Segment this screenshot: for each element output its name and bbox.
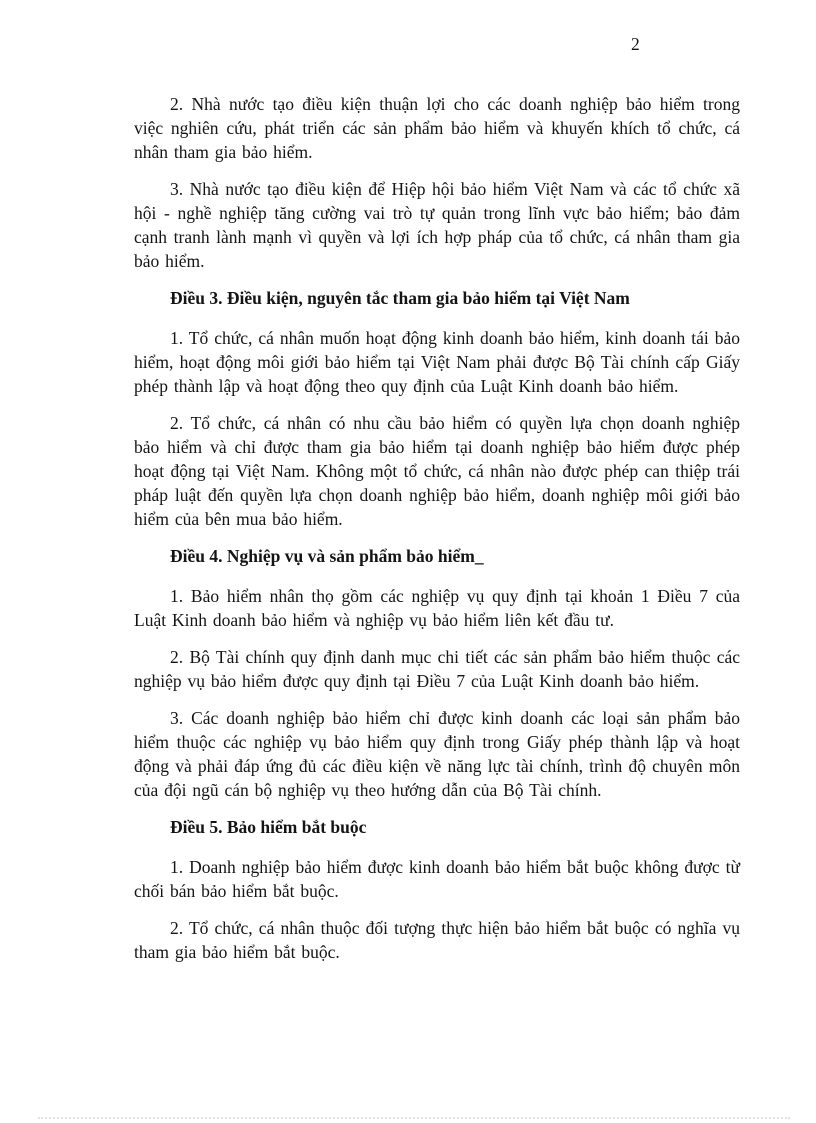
article-heading-dieu-4 xyxy=(134,544,740,568)
paragraph-dieu4-clause-1: 1. Bảo hiểm nhân thọ gồm các nghiệp vụ quy định tại khoản 1 Điều 7 của Luật Kinh doanh bảo hiểm và nghiệp vụ bảo hiểm liên kết đầu tư. xyxy=(134,586,740,630)
article-heading-dieu-5: Điều 5. Bảo hiểm bắt buộc xyxy=(170,817,367,837)
article-heading-dieu-4-text: Điều 4. Nghiệp vụ và sản phẩm bảo hiểm xyxy=(170,546,475,566)
paragraph-dieu4-clause-2: 2. Bộ Tài chính quy định danh mục chi tiết các sản phẩm bảo hiểm thuộc các nghiệp vụ bảo hiểm được quy định tại Điều 7 của Luật Kinh doanh bảo hiểm. xyxy=(134,647,740,691)
paragraph-dieu4-clause-3: 3. Các doanh nghiệp bảo hiểm chỉ được kinh doanh các loại sản phẩm bảo hiểm thuộc các nghiệp vụ bảo hiểm quy định trong Giấy phép thành lập và hoạt động và phải đáp ứng đủ các điều kiện về năng lực tài chính, trình độ chuyên môn của đội ngũ cán bộ nghiệp vụ theo hướng dẫn của Bộ Tài chính. xyxy=(134,708,740,800)
document-content xyxy=(134,92,740,977)
paragraph-dieu3-clause-2: 2. Tổ chức, cá nhân có nhu cầu bảo hiểm có quyền lựa chọn doanh nghiệp bảo hiểm và chỉ được tham gia bảo hiểm tại doanh nghiệp bảo hiểm được phép hoạt động tại Việt Nam. Không một tổ chức, cá nhân nào được phép can thiệp trái pháp luật đến quyền lựa chọn doanh nghiệp bảo hiểm, doanh nghiệp môi giới bảo hiểm của bên mua bảo hiểm. xyxy=(134,413,740,529)
page-number: 2 xyxy=(631,34,640,54)
paragraph-clause-2: 2. Nhà nước tạo điều kiện thuận lợi cho các doanh nghiệp bảo hiểm trong việc nghiên cứu, phát triển các sản phẩm bảo hiểm và khuyến khích tổ chức, cá nhân tham gia bảo hiểm. xyxy=(134,94,740,162)
paragraph-dieu3-clause-1: 1. Tổ chức, cá nhân muốn hoạt động kinh doanh bảo hiểm, kinh doanh tái bảo hiểm, hoạt động môi giới bảo hiểm tại Việt Nam phải được Bộ Tài chính cấp Giấy phép thành lập và hoạt động theo quy định của Luật Kinh doanh bảo hiểm. xyxy=(134,328,740,396)
paragraph-dieu5-clause-2: 2. Tổ chức, cá nhân thuộc đối tượng thực hiện bảo hiểm bắt buộc có nghĩa vụ tham gia bảo hiểm bắt buộc. xyxy=(134,918,740,962)
article-heading-dieu-3: Điều 3. Điều kiện, nguyên tắc tham gia bảo hiểm tại Việt Nam xyxy=(170,288,630,308)
page-break-dotted-line xyxy=(38,1117,790,1119)
article-heading-dieu-4-underscore-mark: _ xyxy=(474,546,484,566)
paragraph-dieu5-clause-1: 1. Doanh nghiệp bảo hiểm được kinh doanh bảo hiểm bắt buộc không được từ chối bán bảo hiểm bắt buộc. xyxy=(134,857,740,901)
paragraph-clause-3: 3. Nhà nước tạo điều kiện để Hiệp hội bảo hiểm Việt Nam và các tổ chức xã hội - nghề nghiệp tăng cường vai trò tự quản trong lĩnh vực bảo hiểm; bảo đảm cạnh tranh lành mạnh vì quyền và lợi ích hợp pháp của tổ chức, cá nhân tham gia bảo hiểm. xyxy=(134,179,740,271)
